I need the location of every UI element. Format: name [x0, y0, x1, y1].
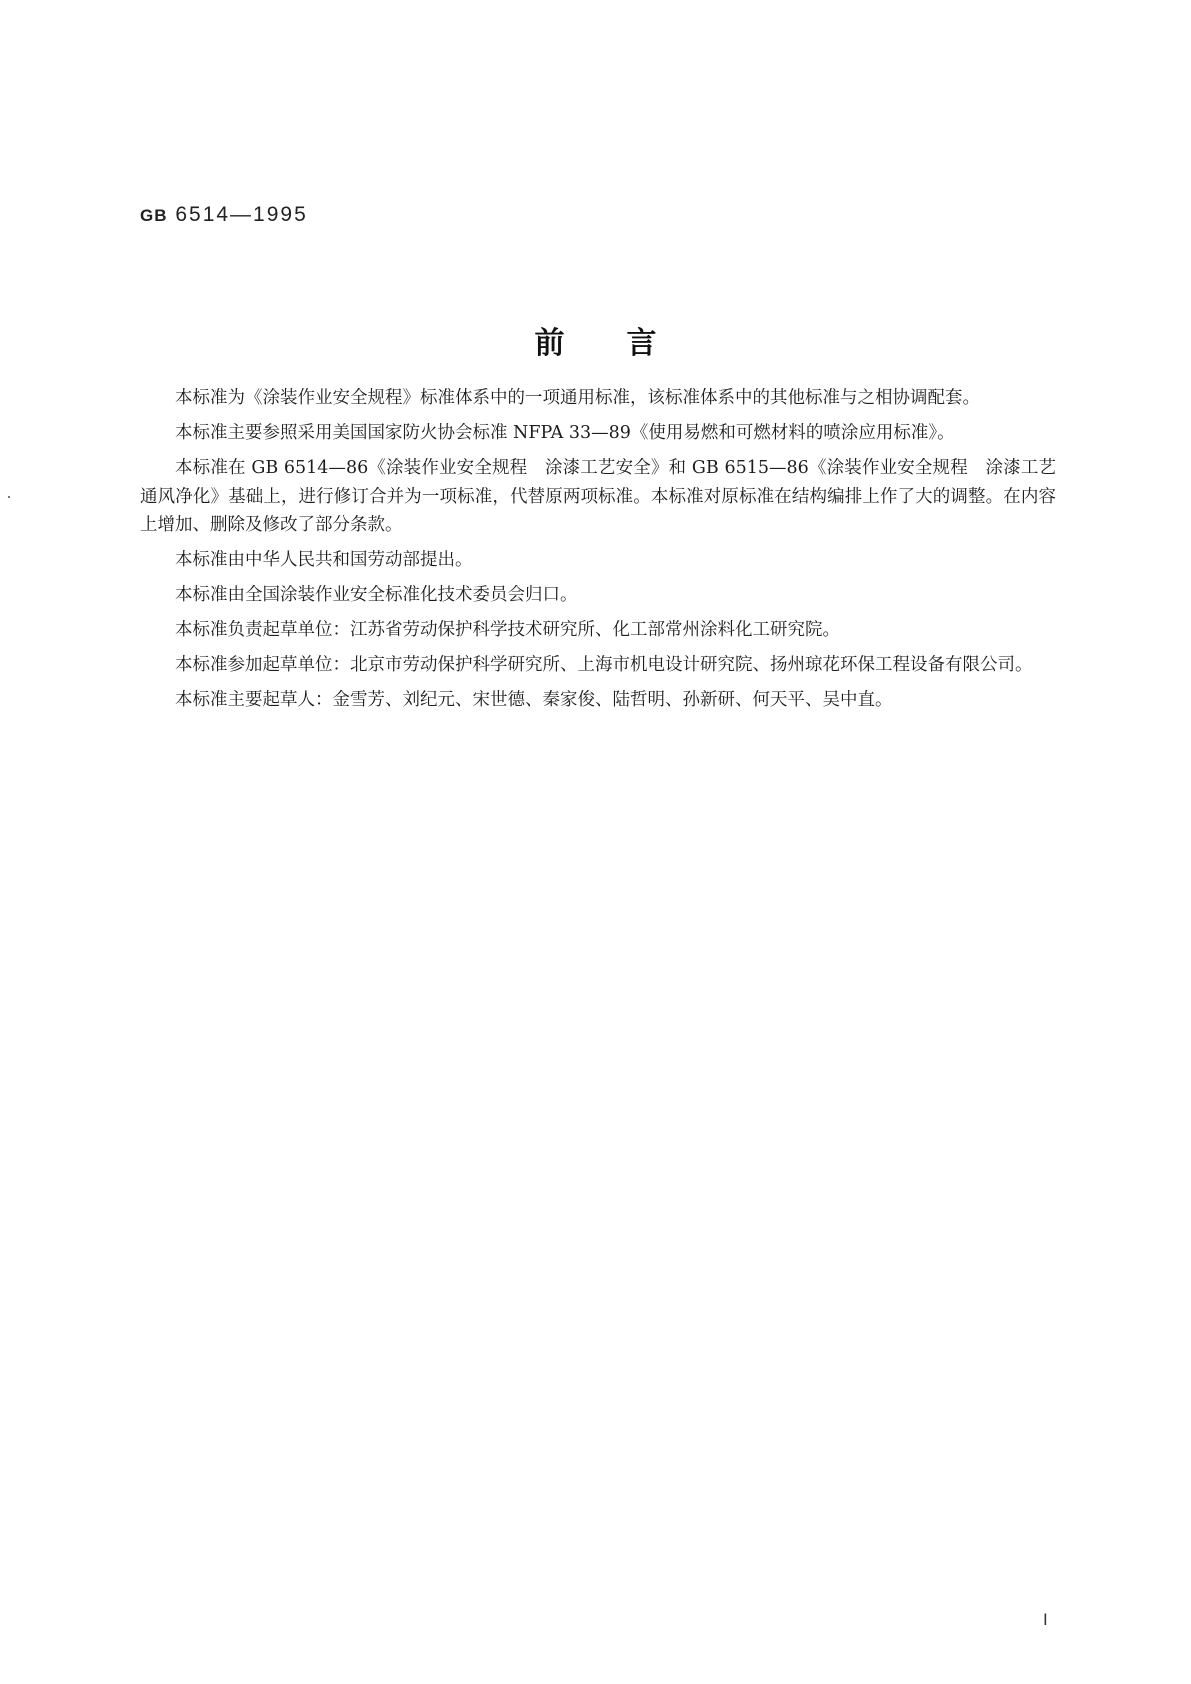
standard-code	[140, 203, 308, 227]
paragraph: 本标准参加起草单位：北京市劳动保护科学研究所、上海市机电设计研究院、扬州琼花环保工程设备有限公司。	[175, 655, 1033, 675]
page-title: 前言	[534, 326, 719, 361]
paragraph: 本标准负责起草单位：江苏省劳动保护科学技术研究所、化工部常州涂料化工研究院。	[175, 620, 840, 640]
paragraph: 本标准主要起草人：金雪芳、刘纪元、宋世德、秦家俊、陆哲明、孙新研、何天平、吴中直。	[175, 690, 893, 710]
paragraph: 本标准由中华人民共和国劳动部提出。	[175, 550, 473, 570]
paragraph: 本标准主要参照采用美国国家防火协会标准 NFPA 33—89《使用易燃和可燃材料的喷涂应用标准》。	[175, 423, 955, 443]
standard-prefix: GB	[140, 206, 168, 225]
paragraph: 本标准为《涂装作业安全规程》标准体系中的一项通用标准，该标准体系中的其他标准与之相协调配套。	[175, 388, 980, 408]
paragraph: 本标准由全国涂装作业安全标准化技术委员会归口。	[175, 585, 578, 605]
foreword-body	[140, 384, 1056, 721]
page-number: I	[1043, 1610, 1048, 1629]
standard-number: 6514—1995	[175, 203, 308, 226]
scan-artifact	[8, 496, 10, 498]
paragraph: 本标准在 GB 6514—86《涂装作业安全规程 涂漆工艺安全》和 GB 6515—86《涂装作业安全规程 涂漆工艺通风净化》基础上，进行修订合并为一项标准，代替原两项标准。本标准对原标准在结构编排上作了大的调整。在内容上增加、删除及修改了部分条款。	[140, 458, 1056, 535]
